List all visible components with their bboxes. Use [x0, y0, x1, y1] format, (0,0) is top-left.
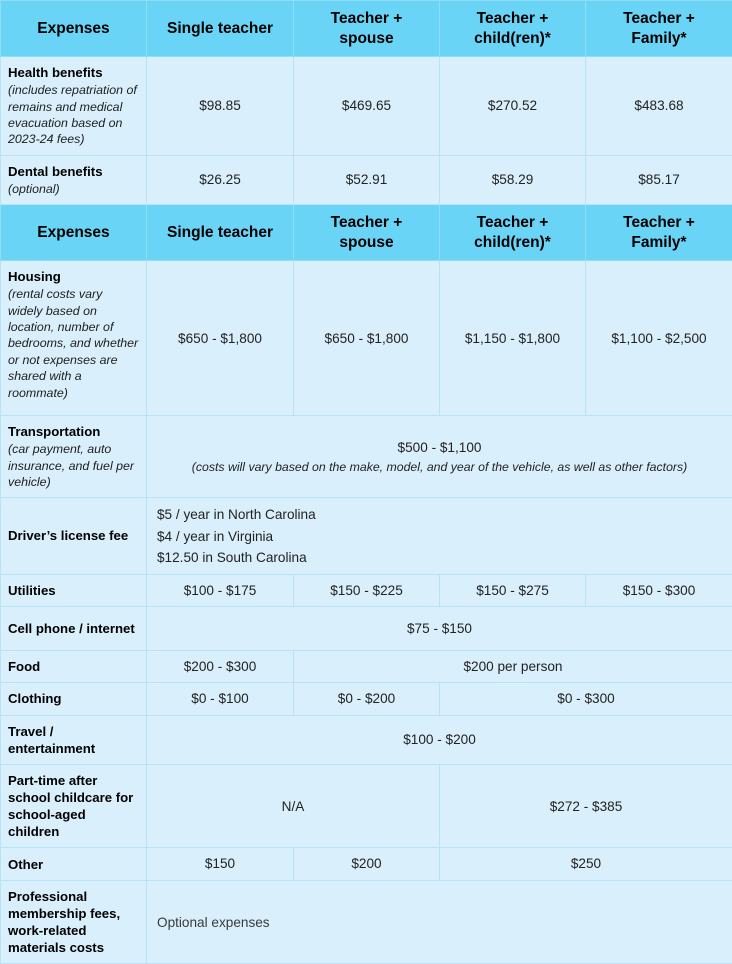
row-label-health-benefits — [1, 57, 147, 156]
table-row-housing — [1, 261, 732, 416]
cell-dental-children: $58.29 — [440, 155, 586, 205]
cell-drivers-license-all — [147, 498, 732, 574]
row-label-text: Housing — [8, 269, 61, 284]
row-label-text: Food — [8, 659, 40, 674]
cell-housing-family: $1,100 - $2,500 — [586, 261, 732, 416]
cell-utilities-single: $100 - $175 — [147, 574, 294, 606]
table-row-other — [1, 848, 732, 880]
row-label-text: Transportation — [8, 424, 100, 439]
cell-other-rest: $250 — [440, 848, 732, 880]
cell-utilities-family: $150 - $300 — [586, 574, 732, 606]
table-row-travel-entertainment — [1, 715, 732, 764]
header-row-2 — [1, 205, 732, 261]
column-header-single-teacher-2: Single teacher — [147, 205, 294, 261]
row-label-text: Other — [8, 857, 43, 872]
cell-dental-single: $26.25 — [147, 155, 294, 205]
license-line-virginia: $4 / year in Virginia — [157, 526, 724, 547]
row-label-text: Dental benefits — [8, 164, 103, 179]
cell-utilities-children: $150 - $275 — [440, 574, 586, 606]
row-label-cell-phone-internet — [1, 606, 147, 650]
table-row-childcare — [1, 764, 732, 848]
column-header-teacher-family-1: Teacher + Family* — [586, 1, 732, 57]
row-label-text: Health benefits — [8, 65, 103, 80]
row-label-text: Travel / entertainment — [8, 724, 95, 756]
table-row-health-benefits — [1, 57, 732, 156]
row-label-housing — [1, 261, 147, 416]
table-row-drivers-license-fee — [1, 498, 732, 574]
cell-housing-single: $650 - $1,800 — [147, 261, 294, 416]
cell-health-family: $483.68 — [586, 57, 732, 156]
cell-professional-all: Optional expenses — [147, 880, 732, 964]
cell-other-spouse: $200 — [294, 848, 440, 880]
cell-health-single: $98.85 — [147, 57, 294, 156]
row-label-professional-membership — [1, 880, 147, 964]
cell-health-children: $270.52 — [440, 57, 586, 156]
row-label-note: (car payment, auto insurance, and fuel per vehicle) — [8, 441, 139, 490]
row-label-note: (optional) — [8, 181, 139, 197]
cell-housing-spouse: $650 - $1,800 — [294, 261, 440, 416]
row-label-text: Professional membership fees, work-related materials costs — [8, 889, 120, 955]
row-label-other — [1, 848, 147, 880]
table-row-professional-membership — [1, 880, 732, 964]
column-header-teacher-family-2: Teacher + Family* — [586, 205, 732, 261]
row-label-text: Clothing — [8, 691, 61, 706]
row-label-note: (includes repatriation of remains and medical evacuation based on 2023-24 fees) — [8, 82, 139, 148]
row-label-childcare — [1, 764, 147, 848]
cell-clothing-rest: $0 - $300 — [440, 683, 732, 715]
row-label-text: Cell phone / internet — [8, 621, 135, 636]
row-label-drivers-license-fee — [1, 498, 147, 574]
row-label-dental-benefits — [1, 155, 147, 205]
table-row-transportation — [1, 416, 732, 498]
column-header-expenses-2: Expenses — [1, 205, 147, 261]
cell-health-spouse: $469.65 — [294, 57, 440, 156]
row-label-clothing — [1, 683, 147, 715]
cell-housing-children: $1,150 - $1,800 — [440, 261, 586, 416]
row-label-food — [1, 650, 147, 682]
cell-other-single: $150 — [147, 848, 294, 880]
license-line-north-carolina: $5 / year in North Carolina — [157, 504, 724, 525]
cell-utilities-spouse: $150 - $225 — [294, 574, 440, 606]
column-header-single-teacher-1: Single teacher — [147, 1, 294, 57]
row-label-transportation — [1, 416, 147, 498]
row-label-text: Utilities — [8, 583, 56, 598]
column-header-teacher-spouse-1: Teacher + spouse — [294, 1, 440, 57]
cell-dental-spouse: $52.91 — [294, 155, 440, 205]
cell-clothing-single: $0 - $100 — [147, 683, 294, 715]
cell-transportation-value: $500 - $1,100 — [398, 440, 482, 455]
table-row-food — [1, 650, 732, 682]
table-row-utilities — [1, 574, 732, 606]
row-label-travel-entertainment — [1, 715, 147, 764]
row-label-note: (rental costs vary widely based on location, number of bedrooms, and whether or not expenses are shared with a roommate) — [8, 286, 139, 401]
cell-travel-all: $100 - $200 — [147, 715, 732, 764]
row-label-text: Driver’s license fee — [8, 528, 128, 543]
column-header-teacher-children-2: Teacher + child(ren)* — [440, 205, 586, 261]
cell-childcare-right: $272 - $385 — [440, 764, 732, 848]
cell-transportation-all — [147, 416, 732, 498]
header-row-1 — [1, 1, 732, 57]
cell-clothing-spouse: $0 - $200 — [294, 683, 440, 715]
row-label-utilities — [1, 574, 147, 606]
row-label-text: Part-time after school childcare for school-aged children — [8, 773, 133, 839]
cell-food-rest: $200 per person — [294, 650, 732, 682]
cell-cell-phone-all: $75 - $150 — [147, 606, 732, 650]
table-row-dental-benefits — [1, 155, 732, 205]
column-header-teacher-children-1: Teacher + child(ren)* — [440, 1, 586, 57]
cell-childcare-left: N/A — [147, 764, 440, 848]
table-row-clothing — [1, 683, 732, 715]
license-line-south-carolina: $12.50 in South Carolina — [157, 547, 724, 568]
table-row-cell-phone-internet — [1, 606, 732, 650]
cell-food-single: $200 - $300 — [147, 650, 294, 682]
cell-dental-family: $85.17 — [586, 155, 732, 205]
column-header-expenses-1: Expenses — [1, 1, 147, 57]
column-header-teacher-spouse-2: Teacher + spouse — [294, 205, 440, 261]
cell-transportation-note: (costs will vary based on the make, model, and year of the vehicle, as well as other factors) — [155, 459, 724, 476]
